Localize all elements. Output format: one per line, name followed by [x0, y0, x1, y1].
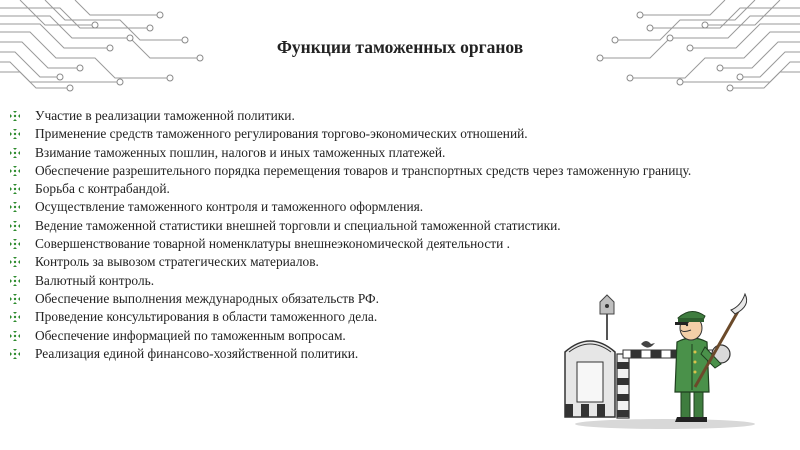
function-text: Совершенствование товарной номенклатуры внешнеэкономической деятельности . — [35, 236, 510, 252]
diamond-bullet-icon — [10, 111, 20, 121]
diamond-bullet-icon — [10, 221, 20, 231]
diamond-bullet-icon — [10, 276, 20, 286]
function-text: Проведение консультирования в области таможенного дела. — [35, 309, 378, 325]
diamond-bullet-icon — [10, 129, 20, 139]
function-text: Осуществление таможенного контроля и таможенного оформления. — [35, 199, 424, 215]
function-list-item — [10, 272, 792, 290]
diamond-bullet-icon — [10, 349, 20, 359]
function-list-item — [10, 107, 792, 125]
function-text: Обеспечение информацией по таможенным вопросам. — [35, 327, 346, 343]
diamond-bullet-icon — [10, 166, 20, 176]
slide-title: Функции таможенных органов — [276, 37, 524, 57]
function-text: Применение средств таможенного регулирования торгово-экономических отношений. — [35, 126, 528, 142]
function-list-item — [10, 235, 792, 253]
function-list-item — [10, 125, 792, 143]
function-list-item — [10, 253, 792, 271]
function-text: Борьба с контрабандой. — [35, 181, 170, 197]
customs-officer-at-barrier-illustration — [545, 292, 755, 432]
function-list-item — [10, 162, 792, 180]
function-text: Ведение таможенной статистики внешней торговли и специальной таможенной статистики. — [35, 217, 561, 233]
function-text: Контроль за вывозом стратегических материалов. — [35, 254, 319, 270]
diamond-bullet-icon — [10, 184, 20, 194]
function-text: Обеспечение выполнения международных обязательств РФ. — [35, 290, 379, 306]
diamond-bullet-icon — [10, 331, 20, 341]
function-list-item — [10, 198, 792, 216]
diamond-bullet-icon — [10, 239, 20, 249]
function-text: Взимание таможенных пошлин, налогов и иных таможенных платежей. — [35, 144, 446, 160]
diamond-bullet-icon — [10, 294, 20, 304]
diamond-bullet-icon — [10, 148, 20, 158]
diamond-bullet-icon — [10, 312, 20, 322]
function-text: Валютный контроль. — [35, 272, 155, 288]
function-list-item — [10, 180, 792, 198]
diamond-bullet-icon — [10, 202, 20, 212]
function-list-item — [10, 144, 792, 162]
diamond-bullet-icon — [10, 257, 20, 267]
function-text: Реализация единой финансово-хозяйственной политики. — [35, 345, 359, 361]
function-text: Обеспечение разрешительного порядка перемещения товаров и транспортных средств через таможенную границу. — [35, 162, 692, 178]
function-list-item — [10, 217, 792, 235]
function-text: Участие в реализации таможенной политики. — [35, 108, 295, 123]
